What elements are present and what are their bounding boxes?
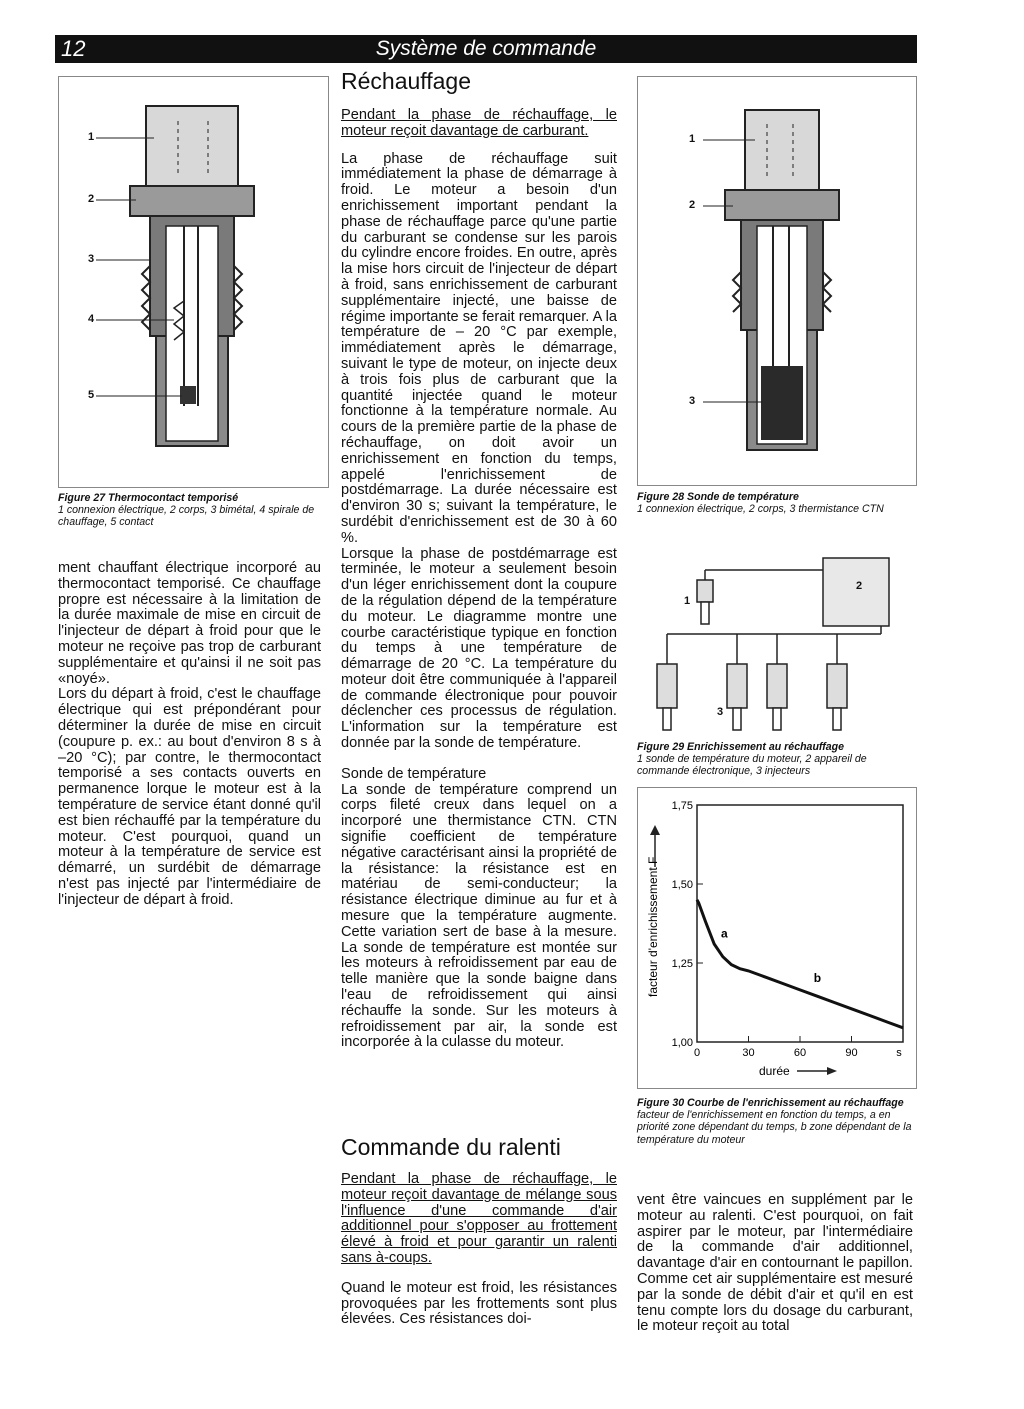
- rechauffage-paragraph-main: La phase de réchauffage suit immédiatement la phase de démarrage à froid. Le moteur a besoin d'un enrichissement important pendant la phase de réchauffage parce qu'une partie du carburant se condense sur les parois du cylindre encore froides. En outre, après la mise hors circuit de l'injecteur de départ à froid, sans enrichissement de carburant supplémentaire injecté, une baisse de régime importante se ferait remarquer. A la température de – 20 °C par exemple, immédiatement après le démarrage, suivant le type de moteur, on injecte deux à trois fois plus de carburant que la quantité injectée quand le moteur fonctionne à la température normale. Au cours de la première partie de la phase de réchauffage, on doit avoir un enrichissement en fonction du temps, appelé l'enrichissement de postdémarrage. La durée nécessaire est d'environ 30 s; suivant la température, le surdébit d'enrichissement est de 30 à 60 %.: [341, 150, 617, 546]
- x-tick-label: 90: [845, 1047, 858, 1059]
- left-column-text: [58, 561, 321, 909]
- y-tick-label: 1,50: [671, 879, 693, 891]
- figure-27-illustration: [58, 76, 328, 486]
- section-heading-rechauffage: Réchauffage: [341, 68, 472, 94]
- fig27-callout-4: 4: [88, 313, 95, 325]
- chart-y-label: facteur d'enrichissement F: [646, 856, 660, 997]
- section-heading-ralenti: Commande du ralenti: [341, 1134, 561, 1160]
- x-tick-label: s: [896, 1047, 902, 1059]
- fig29-callout-2: 2: [856, 580, 863, 592]
- figure-27-caption: [58, 492, 333, 529]
- sonde-subheading: Sonde de température: [341, 765, 487, 782]
- running-title: Système de commande: [375, 37, 597, 60]
- fig27-callout-3: 3: [88, 253, 95, 265]
- fig28-callout-1: 1: [689, 133, 696, 145]
- figure-27-title: Figure 27 Thermocontact temporisé: [58, 492, 239, 504]
- y-tick-label: 1,75: [671, 800, 693, 812]
- figure-29-caption: [637, 741, 917, 778]
- figure-30-chart: [637, 787, 915, 1087]
- fig28-callout-2: 2: [689, 199, 696, 211]
- curve-annotation-b: b: [813, 970, 822, 985]
- ralenti-paragraph-1: Quand le moteur est froid, les résistances provoquées par les frottements sont plus élevées. Ces résistances doi-: [341, 1279, 617, 1328]
- fig28-callout-3: 3: [689, 395, 696, 407]
- figure-30-title: Figure 30 Courbe de l'enrichissement au réchauffage: [637, 1097, 904, 1109]
- figure-30-legend: facteur de l'enrichissement en fonction du temps, a en priorité zone dépendant du temps, b zone dépendant de la température du moteur: [637, 1109, 912, 1146]
- figure-28-title: Figure 28 Sonde de température: [637, 491, 799, 503]
- x-tick-label: 30: [742, 1047, 755, 1059]
- figure-28-caption: [637, 491, 917, 515]
- curve-annotation-a: a: [721, 926, 728, 941]
- figure-30-caption: [637, 1097, 917, 1146]
- middle-column-text: [341, 108, 617, 1051]
- rechauffage-lead: Pendant la phase de réchauffage, le moteur reçoit davantage de carburant.: [341, 107, 617, 139]
- figure-29-title: Figure 29 Enrichissement au réchauffage: [637, 741, 845, 753]
- fig29-callout-1: 1: [684, 595, 691, 607]
- fig27-callout-5: 5: [88, 389, 95, 401]
- fig27-callout-2: 2: [88, 193, 95, 205]
- ralenti-lead: Pendant la phase de réchauffage, le moteur reçoit davantage de mélange sous l'influence d'une commande d'air additionnel pour s'opposer au frottement élevé à froid et pour garantir un ralenti sans à-coups.: [341, 1171, 617, 1266]
- y-tick-label: 1,25: [671, 958, 693, 970]
- figure-29-illustration: [637, 548, 917, 738]
- left-paragraph-1: ment chauffant électrique incorporé au thermocontact temporisé. Ce chauffage propre est nécessaire à la limitation de la durée maximale de mise en circuit de l'injecteur de départ à froid pour que le moteur ne reçoive pas trop de carburant supplémentaire et qu'ainsi il ne soit pas «noyé».: [58, 560, 321, 687]
- figure-28-illustration: [637, 76, 915, 484]
- figure-28-legend: 1 connexion électrique, 2 corps, 3 thermistance CTN: [637, 503, 884, 516]
- rechauffage-paragraph-post: Lorsque la phase de postdémarrage est terminée, le moteur a seulement besoin d'un léger enrichissement dont la coupure de la régulation dépend de la température du moteur. Le diagramme montre une courbe caractéristique typique en fonction du temps à une température de démarrage de 20 °C. La température du moteur doit être communiquée à l'appareil de commande électronique pour pouvoir déclencher ces processus de régulation. L'information sur la température est donnée par la sonde de température.: [341, 545, 617, 752]
- sonde-paragraph: La sonde de température comprend un corps fileté creux dans lequel on a incorporé une thermistance CTN. CTN signifie coefficient de température négative caractérisant ainsi la propriété de la résistance: la résistance est en matériau de semi-conducteur; la résistance électrique diminue au fur et à mesure que la température augmente. Cette variation sert de base à la mesure. La sonde de température est montée sur les moteurs à refroidissement par eau de telle manière que la sonde baigne dans l'eau de refroidissement qui ainsi réchauffe la sonde. Sur les moteurs à refroidissement par air, la sonde est incorporée à la culasse du moteur.: [341, 781, 617, 1051]
- chart-x-label: durée: [759, 1064, 790, 1078]
- figure-27-legend: 1 connexion électrique, 2 corps, 3 bimétal, 4 spirale de chauffage, 5 contact: [58, 504, 315, 529]
- ralenti-text: [341, 1172, 617, 1328]
- fig27-callout-1: 1: [88, 131, 95, 143]
- x-tick-label: 0: [693, 1047, 701, 1059]
- ralenti-right-text: [637, 1193, 913, 1335]
- fig29-callout-3: 3: [717, 706, 724, 718]
- left-paragraph-2: Lors du départ à froid, c'est le chauffage électrique qui est prépondérant pour déterminer la durée de mise en circuit (coupure p. ex.: au bout d'environ 8 s à –20 °C); par contre, le thermocontact temporisé a ses contacts ouverts en permanence lorque le moteur est à la température de service étant donné qu'il est bien réchauffé par la température du moteur. C'est pourquoi, quand un moteur à la température de service est démarré, un surdébit de démarrage n'est pas injecté par l'intermédiaire de l'injecteur de départ à froid.: [58, 686, 321, 908]
- running-header: [55, 35, 917, 63]
- page-number: 12: [61, 36, 86, 61]
- ralenti-paragraph-2: vent être vaincues en supplément par le moteur au ralenti. C'est pourquoi, on fait aspirer par le moteur, par l'intermédiaire de la commande d'air additionnel, davantage d'air en contournant le papillon. Comme cet air supplémentaire est mesuré par la sonde de débit d'air et qu'il en est tenu compte lors du dosage du carburant, le moteur reçoit au total: [637, 1192, 913, 1335]
- figure-29-legend: 1 sonde de température du moteur, 2 appareil de commande électronique, 3 injecteurs: [637, 753, 867, 778]
- y-tick-label: 1,00: [671, 1037, 693, 1049]
- x-tick-label: 60: [793, 1047, 807, 1059]
